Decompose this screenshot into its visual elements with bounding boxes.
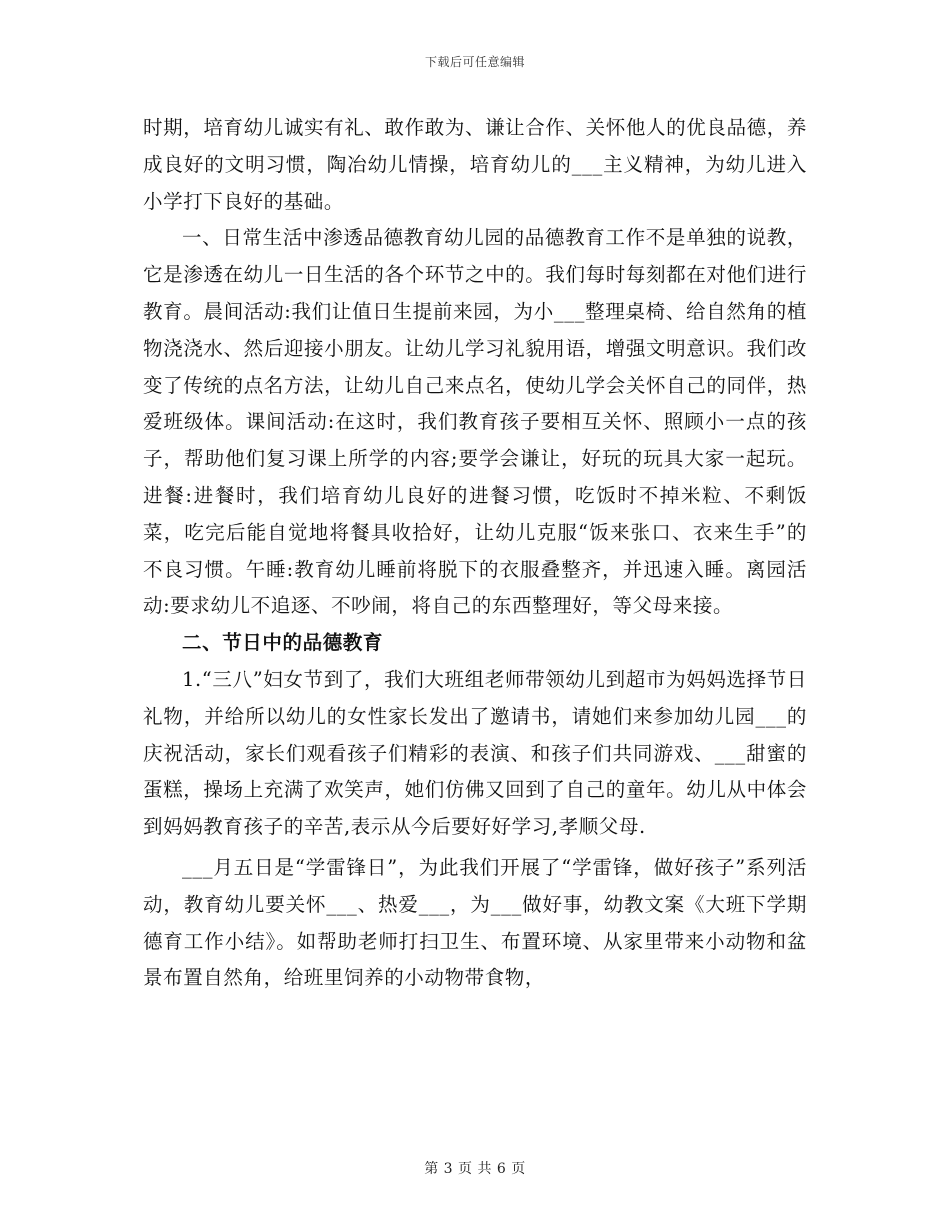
section-heading-festivals: 二、节日中的品德教育 — [182, 631, 384, 655]
document-body — [143, 110, 807, 997]
paragraph-continuation: 时期，培育幼儿诚实有礼、敢作敢为、谦让合作、关怀他人的优良品德，养成良好的文明习惯，陶冶幼儿情操，培育幼儿的___主义精神，为幼儿进入小学打下良好的基础。 — [143, 116, 807, 213]
paragraph-lei-feng-day: ___月五日是“学雷锋日”，为此我们开展了“学雷锋，做好孩子”系列活动，教育幼儿要关怀___、热爱___，为___做好事，幼教文案《大班下学期德育工作小结》。如帮助老师打扫卫生、布置环境、从家里带来小动物和盆景布置自然角，给班里饲养的小动物带食物， — [143, 855, 807, 990]
page-number: 第 3 页 共 6 页 — [424, 1161, 526, 1177]
paragraph-womens-day: 1.“三八”妇女节到了，我们大班组老师带领幼儿到超市为妈妈选择节日礼物，并给所以幼儿的女性家长发出了邀请书，请她们来参加幼儿园___的庆祝活动，家长们观看孩子们精彩的表演、和孩子们共同游戏、___甜蜜的蛋糕，操场上充满了欢笑声，她们仿佛又回到了自己的童年。幼儿从中体会到妈妈教育孩子的辛苦,表示从今后要好好学习,孝顺父母. — [143, 667, 807, 839]
paragraph-daily-life: 一、日常生活中渗透品德教育幼儿园的品德教育工作不是单独的说教，它是渗透在幼儿一日生活的各个环节之中的。我们每时每刻都在对他们进行教育。晨间活动:我们让值日生提前来园，为小___整理桌椅、给自然角的植物浇浇水、然后迎接小朋友。让幼儿学习礼貌用语，增强文明意识。我们改变了传统的点名方法，让幼儿自己来点名，使幼儿学会关怀自己的同伴，热爱班级体。课间活动:在这时，我们教育孩子要相互关怀、照顾小一点的孩子，帮助他们复习课上所学的内容;要学会谦让，好玩的玩具大家一起玩。进餐:进餐时，我们培育幼儿良好的进餐习惯，吃饭时不掉米粒、不剩饭菜，吃完后能自觉地将餐具收拾好，让幼儿克服“饭来张口、衣来生手”的不良习惯。午睡:教育幼儿睡前将脱下的衣服叠整齐，并迅速入睡。离园活动:要求幼儿不追逐、不吵闹，将自己的东西整理好，等父母来接。 — [143, 226, 807, 618]
page-header: 下载后可任意编辑 — [424, 55, 525, 69]
